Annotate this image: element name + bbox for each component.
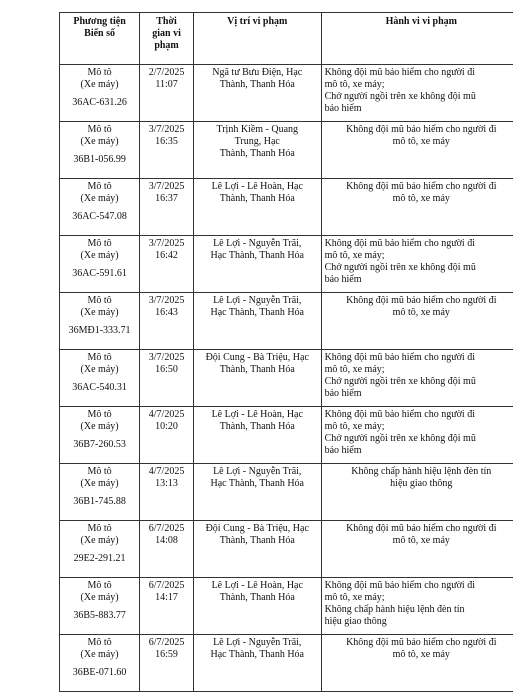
violations-table xyxy=(59,12,513,692)
location-text: Thành, Thanh Hóa xyxy=(219,79,295,90)
license-plate: 36B5-883.77 xyxy=(73,610,126,621)
table-row xyxy=(60,521,513,578)
time-cell xyxy=(140,293,194,350)
table-row xyxy=(60,578,513,635)
location-cell xyxy=(193,293,321,350)
header-time xyxy=(140,13,194,65)
header-time-line2: gian vi xyxy=(152,28,181,39)
vehicle-cell xyxy=(60,293,140,350)
violation-date: 3/7/2025 xyxy=(148,238,185,249)
location-text: Thành, Thanh Hóa xyxy=(219,421,295,432)
location-cell xyxy=(193,236,321,293)
violation-text: Không đội mũ bảo hiểm cho người đi xyxy=(324,238,475,249)
table-header-row xyxy=(60,13,513,65)
violation-date: 4/7/2025 xyxy=(148,466,185,477)
violation-date: 6/7/2025 xyxy=(148,523,185,534)
vehicle-subtype: (Xe máy) xyxy=(80,193,119,204)
header-vehicle-label: Phương tiện xyxy=(73,16,126,27)
violation-cell xyxy=(321,635,513,692)
violation-date: 3/7/2025 xyxy=(148,352,185,363)
license-plate: 36AC-547.08 xyxy=(72,211,127,222)
vehicle-type: Mô tô xyxy=(87,352,112,363)
location-cell xyxy=(193,122,321,179)
license-plate: 29E2-291.21 xyxy=(73,553,126,564)
violation-date: 3/7/2025 xyxy=(148,295,185,306)
violation-text: hiệu giao thông xyxy=(390,478,453,489)
header-location: Vị trí vi phạm xyxy=(193,13,321,65)
license-plate: 36AC-631.26 xyxy=(72,97,127,108)
vehicle-subtype: (Xe máy) xyxy=(80,307,119,318)
violation-text: mô tô, xe máy xyxy=(392,193,450,204)
license-plate: 36B1-745.88 xyxy=(73,496,126,507)
violation-time: 16:43 xyxy=(155,307,178,318)
violation-date: 3/7/2025 xyxy=(148,124,185,135)
vehicle-type: Mô tô xyxy=(87,409,112,420)
violation-text: hiệu giao thông xyxy=(324,616,387,627)
vehicle-subtype: (Xe máy) xyxy=(80,649,119,660)
vehicle-type: Mô tô xyxy=(87,637,112,648)
vehicle-cell xyxy=(60,179,140,236)
location-text: Hạc Thành, Thanh Hóa xyxy=(210,307,304,318)
violation-cell xyxy=(321,407,513,464)
time-cell xyxy=(140,65,194,122)
location-text: Thành, Thanh Hóa xyxy=(219,535,295,546)
violation-cell xyxy=(321,350,513,407)
location-text: Thành, Thanh Hóa xyxy=(219,592,295,603)
violation-text: Chở người ngồi trên xe không đội mũ xyxy=(324,376,476,387)
violation-text: mô tô, xe máy; xyxy=(324,79,385,90)
vehicle-subtype: (Xe máy) xyxy=(80,478,119,489)
violation-text: bảo hiểm xyxy=(324,445,362,456)
violation-text: Không đội mũ bảo hiểm cho người đi xyxy=(346,295,497,306)
vehicle-cell xyxy=(60,578,140,635)
location-text: Thành, Thanh Hóa xyxy=(219,148,295,159)
violation-text: Không đội mũ bảo hiểm cho người đi xyxy=(346,637,497,648)
vehicle-cell xyxy=(60,122,140,179)
violation-text: Không đội mũ bảo hiểm cho người đi xyxy=(324,409,475,420)
violation-text: mô tô, xe máy xyxy=(392,649,450,660)
violation-text: Không chấp hành hiệu lệnh đèn tín xyxy=(324,604,465,615)
time-cell xyxy=(140,464,194,521)
violation-date: 6/7/2025 xyxy=(148,637,185,648)
violation-text: mô tô, xe máy xyxy=(392,535,450,546)
vehicle-subtype: (Xe máy) xyxy=(80,364,119,375)
violation-time: 16:35 xyxy=(155,136,178,147)
location-cell xyxy=(193,521,321,578)
violation-cell xyxy=(321,464,513,521)
location-text: Hạc Thành, Thanh Hóa xyxy=(210,478,304,489)
location-cell xyxy=(193,65,321,122)
violation-cell xyxy=(321,179,513,236)
table-row xyxy=(60,464,513,521)
location-text: Ngã tư Bưu Điện, Hạc xyxy=(212,67,303,78)
location-text: Trung, Hạc xyxy=(234,136,280,147)
violation-text: Chở người ngồi trên xe không đội mũ xyxy=(324,91,476,102)
location-text: Lê Lợi - Lê Hoàn, Hạc xyxy=(211,409,303,420)
location-text: Lê Lợi - Nguyễn Trãi, xyxy=(213,637,302,648)
violation-text: Không đội mũ bảo hiểm cho người đi xyxy=(346,523,497,534)
violation-time: 11:07 xyxy=(155,79,178,90)
location-text: Đội Cung - Bà Triệu, Hạc xyxy=(205,523,309,534)
violation-date: 6/7/2025 xyxy=(148,580,185,591)
license-plate: 36MĐ1-333.71 xyxy=(68,325,131,336)
license-plate: 36B1-056.99 xyxy=(73,154,126,165)
violation-time: 14:08 xyxy=(155,535,178,546)
vehicle-cell xyxy=(60,464,140,521)
location-text: Lê Lợi - Lê Hoàn, Hạc xyxy=(211,580,303,591)
violation-time: 14:17 xyxy=(155,592,178,603)
vehicle-subtype: (Xe máy) xyxy=(80,79,119,90)
time-cell xyxy=(140,578,194,635)
license-plate: 36BE-071.60 xyxy=(72,667,127,678)
location-text: Thành, Thanh Hóa xyxy=(219,364,295,375)
header-violation: Hành vi vi phạm xyxy=(321,13,513,65)
violation-time: 16:59 xyxy=(155,649,178,660)
vehicle-subtype: (Xe máy) xyxy=(80,250,119,261)
vehicle-cell xyxy=(60,350,140,407)
table-row xyxy=(60,293,513,350)
violation-time: 10:20 xyxy=(155,421,178,432)
time-cell xyxy=(140,521,194,578)
violation-text: mô tô, xe máy xyxy=(392,136,450,147)
license-plate: 36B7-260.53 xyxy=(73,439,126,450)
vehicle-cell xyxy=(60,236,140,293)
violation-text: Không đội mũ bảo hiểm cho người đi xyxy=(346,181,497,192)
violation-text: mô tô, xe máy; xyxy=(324,250,385,261)
vehicle-subtype: (Xe máy) xyxy=(80,421,119,432)
violation-text: Không đội mũ bảo hiểm cho người đi xyxy=(324,67,475,78)
violation-date: 3/7/2025 xyxy=(148,181,185,192)
vehicle-subtype: (Xe máy) xyxy=(80,136,119,147)
location-text: Đội Cung - Bà Triệu, Hạc xyxy=(205,352,309,363)
violation-time: 16:42 xyxy=(155,250,178,261)
table-row xyxy=(60,407,513,464)
violation-cell xyxy=(321,65,513,122)
violation-text: mô tô, xe máy xyxy=(392,307,450,318)
vehicle-type: Mô tô xyxy=(87,181,112,192)
violation-date: 4/7/2025 xyxy=(148,409,185,420)
violation-time: 16:37 xyxy=(155,193,178,204)
time-cell xyxy=(140,407,194,464)
header-vehicle xyxy=(60,13,140,65)
location-cell xyxy=(193,635,321,692)
violation-cell xyxy=(321,521,513,578)
table-row xyxy=(60,635,513,692)
vehicle-type: Mô tô xyxy=(87,238,112,249)
violation-text: Không đội mũ bảo hiểm cho người đi xyxy=(346,124,497,135)
location-text: Lê Lợi - Nguyễn Trãi, xyxy=(213,238,302,249)
location-cell xyxy=(193,578,321,635)
table-row xyxy=(60,179,513,236)
table-row xyxy=(60,350,513,407)
table-row xyxy=(60,122,513,179)
vehicle-type: Mô tô xyxy=(87,67,112,78)
vehicle-type: Mô tô xyxy=(87,523,112,534)
time-cell xyxy=(140,635,194,692)
violation-cell xyxy=(321,293,513,350)
violation-text: mô tô, xe máy; xyxy=(324,592,385,603)
violation-text: Không đội mũ bảo hiểm cho người đi xyxy=(324,352,475,363)
violation-date: 2/7/2025 xyxy=(148,67,185,78)
vehicle-cell xyxy=(60,65,140,122)
header-time-line1: Thời xyxy=(156,16,177,27)
location-text: Lê Lợi - Nguyễn Trãi, xyxy=(213,295,302,306)
location-text: Lê Lợi - Lê Hoàn, Hạc xyxy=(211,181,303,192)
vehicle-type: Mô tô xyxy=(87,580,112,591)
vehicle-cell xyxy=(60,635,140,692)
time-cell xyxy=(140,350,194,407)
violation-text: bảo hiểm xyxy=(324,103,362,114)
violation-text: bảo hiểm xyxy=(324,388,362,399)
location-cell xyxy=(193,407,321,464)
vehicle-cell xyxy=(60,407,140,464)
time-cell xyxy=(140,122,194,179)
time-cell xyxy=(140,236,194,293)
violation-text: mô tô, xe máy; xyxy=(324,364,385,375)
violation-time: 13:13 xyxy=(155,478,178,489)
violation-cell xyxy=(321,122,513,179)
table-row xyxy=(60,236,513,293)
location-text: Hạc Thành, Thanh Hóa xyxy=(210,250,304,261)
violation-cell xyxy=(321,578,513,635)
table-row xyxy=(60,65,513,122)
violation-text: Chở người ngồi trên xe không đội mũ xyxy=(324,433,476,444)
vehicle-subtype: (Xe máy) xyxy=(80,535,119,546)
location-text: Trịnh Kiềm - Quang xyxy=(216,124,299,135)
location-text: Thành, Thanh Hóa xyxy=(219,193,295,204)
violation-text: mô tô, xe máy; xyxy=(324,421,385,432)
location-text: Hạc Thành, Thanh Hóa xyxy=(210,649,304,660)
location-cell xyxy=(193,179,321,236)
location-cell xyxy=(193,350,321,407)
vehicle-subtype: (Xe máy) xyxy=(80,592,119,603)
violation-text: Chở người ngồi trên xe không đội mũ xyxy=(324,262,476,273)
violation-time: 16:50 xyxy=(155,364,178,375)
vehicle-cell xyxy=(60,521,140,578)
time-cell xyxy=(140,179,194,236)
header-time-line3: phạm xyxy=(154,40,179,51)
vehicle-type: Mô tô xyxy=(87,466,112,477)
vehicle-type: Mô tô xyxy=(87,124,112,135)
license-plate: 36AC-540.31 xyxy=(72,382,127,393)
license-plate: 36AC-591.61 xyxy=(72,268,127,279)
table-body xyxy=(60,65,513,692)
location-cell xyxy=(193,464,321,521)
location-text: Lê Lợi - Nguyễn Trãi, xyxy=(213,466,302,477)
header-plate-label: Biển số xyxy=(84,28,115,39)
violation-text: Không đội mũ bảo hiểm cho người đi xyxy=(324,580,475,591)
violation-text: bảo hiểm xyxy=(324,274,362,285)
violation-text: Không chấp hành hiệu lệnh đèn tín xyxy=(351,466,492,477)
violation-cell xyxy=(321,236,513,293)
vehicle-type: Mô tô xyxy=(87,295,112,306)
